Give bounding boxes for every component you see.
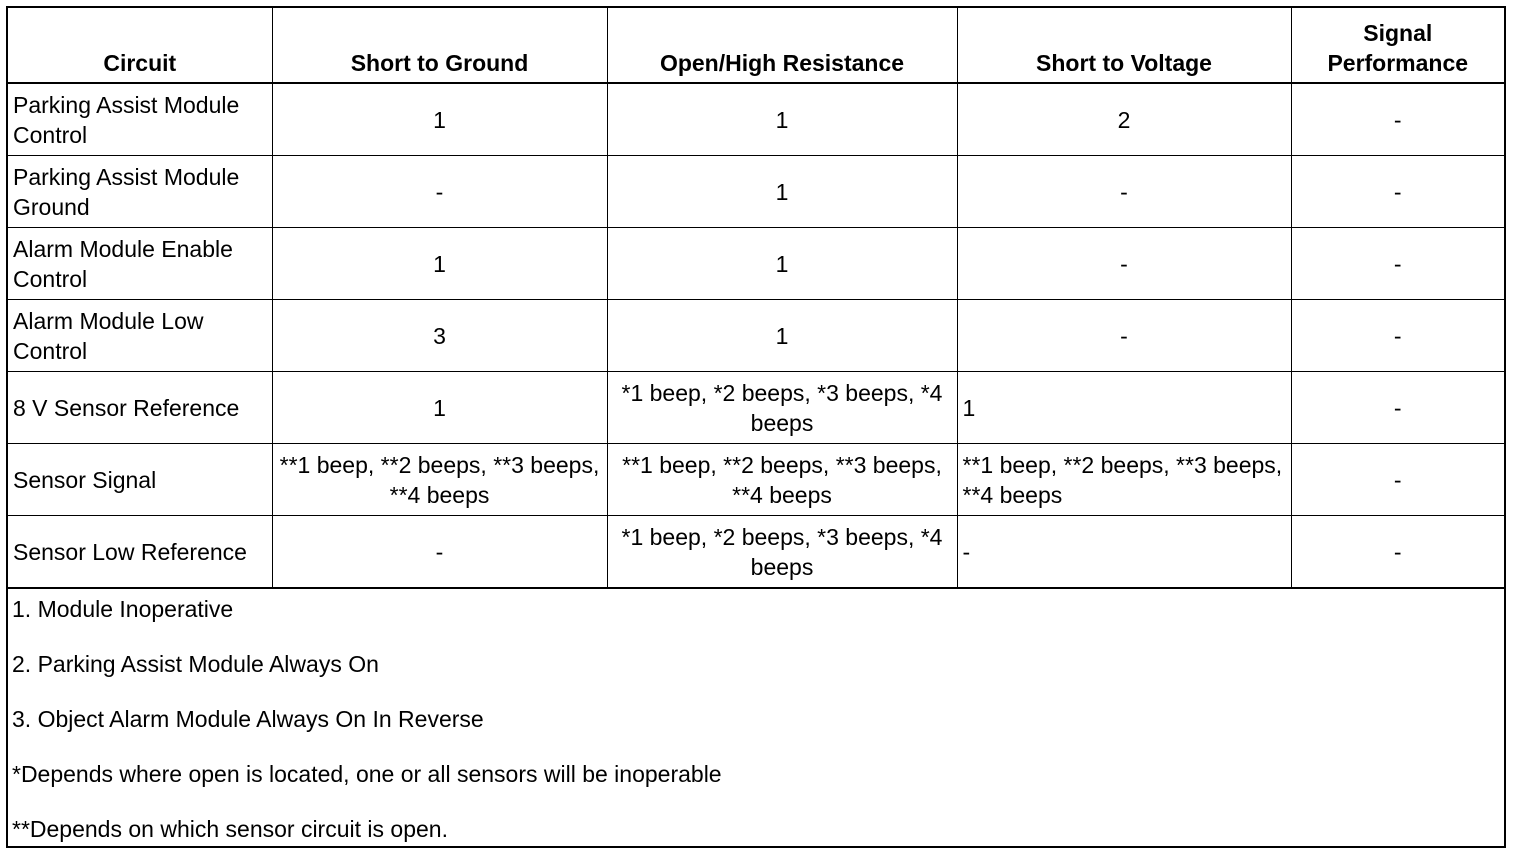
cell-circuit: 8 V Sensor Reference: [8, 372, 272, 444]
cell-short-to-voltage: 2: [957, 83, 1291, 156]
header-circuit: Circuit: [8, 8, 272, 83]
cell-open-high-resistance: *1 beep, *2 beeps, *3 beeps, *4 beeps: [607, 372, 957, 444]
cell-short-to-voltage: -: [957, 516, 1291, 589]
cell-signal-performance: -: [1291, 444, 1504, 516]
table-row: [8, 156, 1504, 228]
cell-short-to-ground: 3: [272, 300, 607, 372]
cell-signal-performance: -: [1291, 300, 1504, 372]
table-notes: [8, 586, 1504, 861]
cell-circuit: Alarm Module Enable Control: [8, 228, 272, 300]
diagnostic-table-frame: [6, 6, 1506, 848]
cell-signal-performance: -: [1291, 372, 1504, 444]
cell-short-to-ground: 1: [272, 83, 607, 156]
table-row: [8, 228, 1504, 300]
cell-short-to-voltage: -: [957, 156, 1291, 228]
circuit-fault-table: [8, 8, 1504, 589]
cell-short-to-ground: **1 beep, **2 beeps, **3 beeps, **4 beeps: [272, 444, 607, 516]
table-row: [8, 83, 1504, 156]
table-row: [8, 372, 1504, 444]
cell-short-to-ground: 1: [272, 372, 607, 444]
cell-signal-performance: -: [1291, 156, 1504, 228]
note-module-inoperative: 1. Module Inoperative: [12, 596, 234, 622]
cell-circuit: Alarm Module Low Control: [8, 300, 272, 372]
cell-circuit: Sensor Low Reference: [8, 516, 272, 589]
note-object-alarm-always-on: 3. Object Alarm Module Always On In Reverse: [12, 706, 484, 732]
cell-open-high-resistance: 1: [607, 83, 957, 156]
header-signal-line2: Performance: [1327, 50, 1469, 76]
cell-signal-performance: -: [1291, 516, 1504, 589]
cell-short-to-voltage: -: [957, 228, 1291, 300]
cell-circuit: Parking Assist Module Ground: [8, 156, 272, 228]
note-single-asterisk: *Depends where open is located, one or all sensors will be inoperable: [12, 761, 722, 787]
cell-signal-performance: -: [1291, 83, 1504, 156]
cell-open-high-resistance: 1: [607, 228, 957, 300]
note-parking-assist-always-on: 2. Parking Assist Module Always On: [12, 651, 379, 677]
cell-short-to-ground: 1: [272, 228, 607, 300]
cell-open-high-resistance: *1 beep, *2 beeps, *3 beeps, *4 beeps: [607, 516, 957, 589]
header-open-high-resistance: Open/High Resistance: [607, 8, 957, 83]
table-row: [8, 300, 1504, 372]
cell-open-high-resistance: 1: [607, 156, 957, 228]
cell-short-to-ground: -: [272, 516, 607, 589]
cell-open-high-resistance: 1: [607, 300, 957, 372]
table-row: [8, 516, 1504, 589]
note-double-asterisk: **Depends on which sensor circuit is open.: [12, 816, 448, 842]
header-signal-line1: Signal: [1363, 20, 1433, 46]
cell-open-high-resistance: **1 beep, **2 beeps, **3 beeps, **4 beeps: [607, 444, 957, 516]
cell-signal-performance: -: [1291, 228, 1504, 300]
header-short-to-voltage: Short to Voltage: [957, 8, 1291, 83]
cell-circuit: Sensor Signal: [8, 444, 272, 516]
cell-short-to-voltage: 1: [957, 372, 1291, 444]
table-row: [8, 444, 1504, 516]
cell-short-to-ground: -: [272, 156, 607, 228]
cell-short-to-voltage: -: [957, 300, 1291, 372]
cell-circuit: Parking Assist Module Control: [8, 83, 272, 156]
cell-short-to-voltage: **1 beep, **2 beeps, **3 beeps, **4 beeps: [957, 444, 1291, 516]
table-header-row: [8, 8, 1504, 83]
header-signal-performance: [1291, 8, 1504, 83]
header-short-to-ground: Short to Ground: [272, 8, 607, 83]
